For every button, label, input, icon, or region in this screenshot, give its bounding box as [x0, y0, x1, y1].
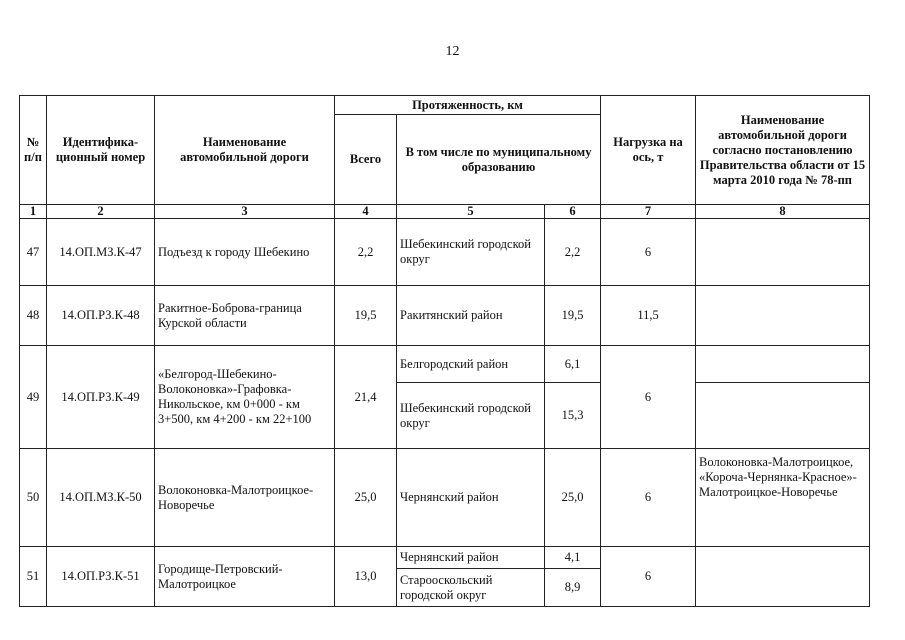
row-id: 14.ОП.РЗ.К-51 [47, 547, 155, 607]
roads-table [19, 95, 870, 607]
row-segment-length: 15,3 [545, 383, 601, 449]
row-axle-load: 6 [601, 219, 696, 286]
row-id: 14.ОП.РЗ.К-49 [47, 346, 155, 449]
row-municipality: Чернянский район [397, 449, 545, 547]
row-id: 14.ОП.РЗ.К-48 [47, 286, 155, 346]
row-axle-load: 11,5 [601, 286, 696, 346]
header-length-group: Протяженность, км [335, 96, 601, 115]
row-total: 21,4 [335, 346, 397, 449]
row-municipality: Старооскольский городской округ [397, 569, 545, 607]
column-number: 3 [155, 205, 335, 219]
column-number: 7 [601, 205, 696, 219]
table-row [20, 219, 870, 286]
row-decree-name [696, 286, 870, 346]
row-road-name: Подъезд к городу Шебекино [155, 219, 335, 286]
header-num: № п/п [20, 96, 47, 205]
row-num: 48 [20, 286, 47, 346]
row-decree-name: Волоконовка-Малотроицкое, «Короча-Чернянка-Красное»-Малотроицкое-Новоречье [696, 449, 870, 547]
column-number: 6 [545, 205, 601, 219]
row-road-name: Волоконовка-Малотроицкое-Новоречье [155, 449, 335, 547]
row-segment-length: 6,1 [545, 346, 601, 383]
column-numbers-row [20, 205, 870, 219]
row-total: 2,2 [335, 219, 397, 286]
row-total: 19,5 [335, 286, 397, 346]
row-segment-length: 2,2 [545, 219, 601, 286]
row-decree-name-empty [696, 383, 870, 449]
row-road-name: Ракитное-Боброва-граница Курской области [155, 286, 335, 346]
row-id: 14.ОП.МЗ.К-47 [47, 219, 155, 286]
table-row [20, 449, 870, 547]
header-total: Всего [335, 115, 397, 205]
header-road-name: Наименование автомобильной дороги [155, 96, 335, 205]
row-segment-length: 19,5 [545, 286, 601, 346]
page-number: 12 [445, 44, 460, 59]
header-municipal: В том числе по муниципальному образованию [397, 115, 601, 205]
row-decree-name [696, 547, 870, 607]
row-axle-load: 6 [601, 346, 696, 449]
row-municipality: Белгородский район [397, 346, 545, 383]
header-axle-load: Нагрузка на ось, т [601, 96, 696, 205]
table-row [20, 286, 870, 346]
row-segment-length: 4,1 [545, 547, 601, 569]
row-num: 51 [20, 547, 47, 607]
header-decree-name: Наименование автомобильной дороги согласно постановлению Правительства области от 15 марта 2010 года № 78-пп [696, 96, 870, 205]
row-axle-load: 6 [601, 449, 696, 547]
row-total: 13,0 [335, 547, 397, 607]
column-number: 2 [47, 205, 155, 219]
row-axle-load: 6 [601, 547, 696, 607]
row-decree-name [696, 219, 870, 286]
column-number: 5 [397, 205, 545, 219]
table-row [20, 346, 870, 383]
row-road-name: «Белгород-Шебекино-Волоконовка»-Графовка-Никольское, км 0+000 - км 3+500, км 4+200 - км 22+100 [155, 346, 335, 449]
row-municipality: Чернянский район [397, 547, 545, 569]
row-num: 47 [20, 219, 47, 286]
column-number: 8 [696, 205, 870, 219]
row-num: 50 [20, 449, 47, 547]
row-id: 14.ОП.МЗ.К-50 [47, 449, 155, 547]
row-segment-length: 25,0 [545, 449, 601, 547]
row-decree-name [696, 346, 870, 383]
row-municipality: Ракитянский район [397, 286, 545, 346]
row-municipality: Шебекинский городской округ [397, 383, 545, 449]
row-total: 25,0 [335, 449, 397, 547]
row-segment-length: 8,9 [545, 569, 601, 607]
row-num: 49 [20, 346, 47, 449]
row-municipality: Шебекинский городской округ [397, 219, 545, 286]
table-row [20, 547, 870, 569]
column-number: 4 [335, 205, 397, 219]
row-road-name: Городище-Петровский-Малотроицкое [155, 547, 335, 607]
column-number: 1 [20, 205, 47, 219]
header-id: Идентифика-ционный номер [47, 96, 155, 205]
